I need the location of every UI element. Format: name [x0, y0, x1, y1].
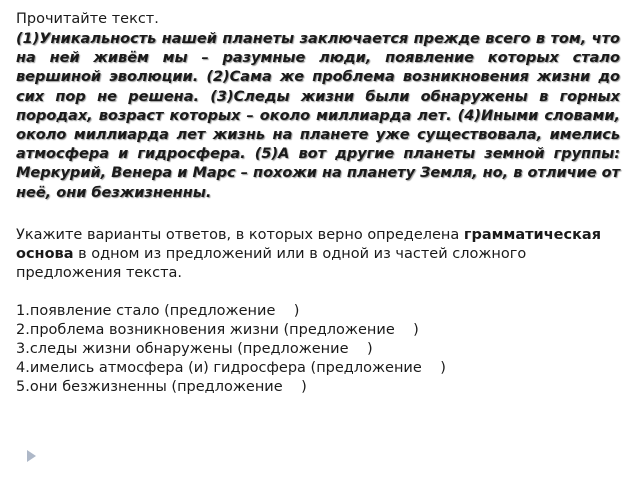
play-arrow-icon[interactable] [27, 450, 36, 462]
reading-passage: (1)Уникальность нашей планеты заключается прежде всего в том, что на ней живём мы – разумные люди, появление которых стало вершиной эволюции. (2)Сама же проблема возникновения жизни до сих пор не решена. (3)Следы жизни были обнаружены в горных породах, возраст которых – около миллиарда лет. (4)Иными словами, около миллиарда лет жизнь на планете уже существовала, имелись атмосфера и гидросфера. (5)А вот другие планеты земной группы: Меркурий, Венера и Марс – похожи на планету Земля, но, в отличие от неё, они безжизненны. [16, 31, 620, 201]
task-keyword: грамматическая основа [16, 226, 602, 262]
slide-content [16, 10, 620, 397]
instruction-heading: Прочитайте текст. [16, 11, 159, 27]
task-text-end: в одном из предложений или в одной из частей сложного предложения текста. [16, 245, 527, 281]
answer-option-5[interactable]: 5.они безжизненны (предложение ) [16, 378, 307, 395]
answer-options [16, 302, 620, 397]
task-text-start: Укажите варианты ответов, в которых верно определена [16, 226, 464, 243]
answer-option-4[interactable]: 4.имелись атмосфера (и) гидросфера (предложение ) [16, 359, 446, 376]
answer-option-2[interactable]: 2.проблема возникновения жизни (предложение ) [16, 321, 419, 338]
answer-option-3[interactable]: 3.следы жизни обнаружены (предложение ) [16, 340, 373, 357]
task-text [16, 226, 620, 283]
answer-option-1[interactable]: 1.появление стало (предложение ) [16, 302, 300, 319]
